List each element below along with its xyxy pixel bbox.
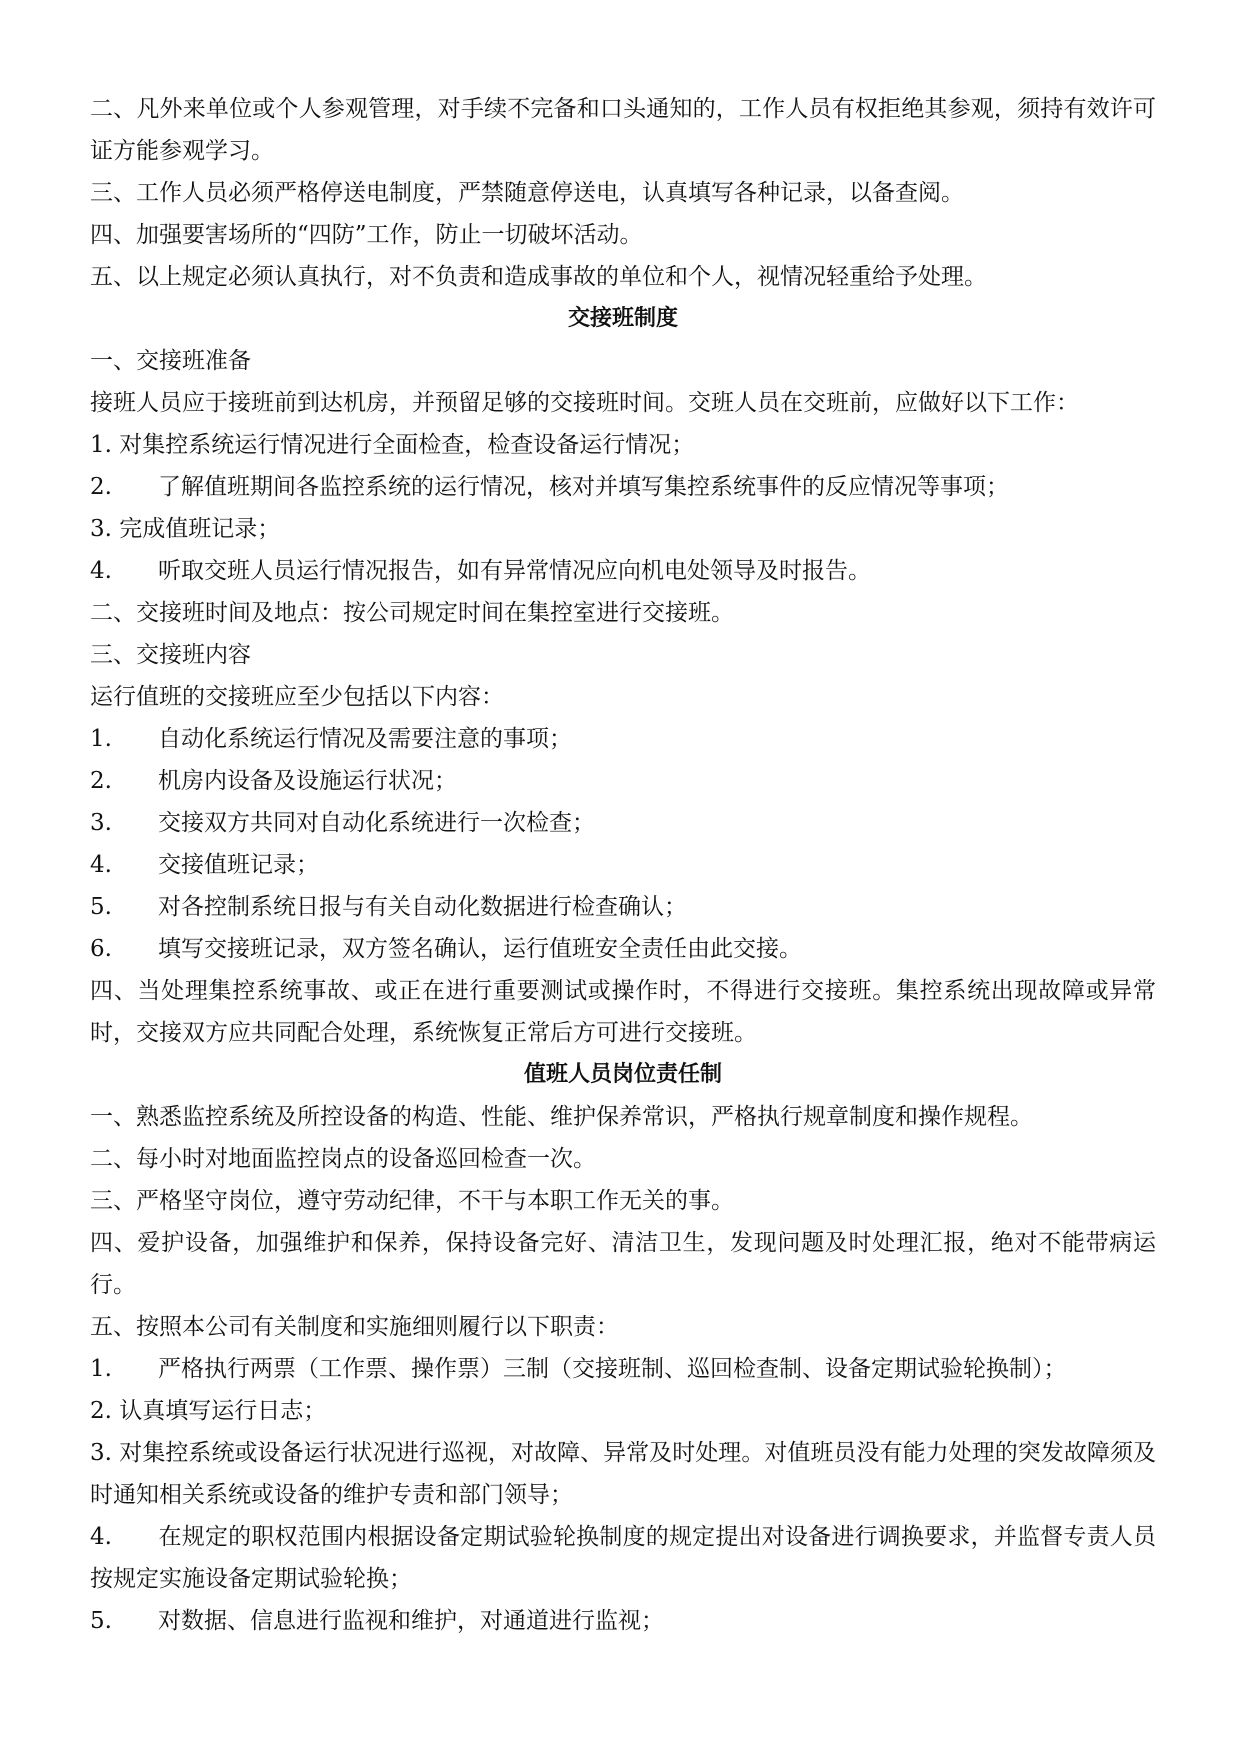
paragraph-handover-prep: 一、交接班准备 xyxy=(90,348,251,374)
list-item: 6. 填写交接班记录，双方签名确认，运行值班安全责任由此交接。 xyxy=(90,936,802,962)
paragraph-duty-2: 二、每小时对地面监控岗点的设备巡回检查一次。 xyxy=(90,1146,596,1172)
paragraph-duty-3: 三、严格坚守岗位，遵守劳动纪律，不干与本职工作无关的事。 xyxy=(90,1188,734,1214)
paragraph-four-prevention: 四、加强要害场所的“四防”工作，防止一切破坏活动。 xyxy=(90,222,643,248)
list-item: 2. 了解值班期间各监控系统的运行情况，核对并填写集控系统事件的反应情况等事项； xyxy=(90,474,1009,500)
list-item: 2. 机房内设备及设施运行状况； xyxy=(90,768,457,794)
list-item: 4. 在规定的职权范围内根据设备定期试验轮换制度的规定提出对设备进行调换要求，并监督专责人员按规定实施设备定期试验轮换； xyxy=(90,1524,1156,1592)
list-item: 1. 对集控系统运行情况进行全面检查，检查设备运行情况； xyxy=(90,432,695,458)
list-item: 5. 对各控制系统日报与有关自动化数据进行检查确认； xyxy=(90,894,687,920)
heading-duty-responsibility: 值班人员岗位责任制 xyxy=(523,1062,722,1087)
paragraph-handover-exception: 四、当处理集控系统事故、或正在进行重要测试或操作时，不得进行交接班。集控系统出现故障或异常时，交接双方应共同配合处理，系统恢复正常后方可进行交接班。 xyxy=(90,978,1156,1046)
paragraph-handover-content-intro: 运行值班的交接班应至少包括以下内容： xyxy=(90,684,504,710)
list-item: 3. 交接双方共同对自动化系统进行一次检查； xyxy=(90,810,595,836)
document-page xyxy=(90,88,1156,1642)
list-item: 2. 认真填写运行日志； xyxy=(90,1398,327,1424)
list-item: 4. 交接值班记录； xyxy=(90,852,319,878)
list-item: 5. 对数据、信息进行监视和维护，对通道进行监视； xyxy=(90,1608,664,1634)
paragraph-visitor-permit: 二、凡外来单位或个人参观管理，对手续不完备和口头通知的，工作人员有权拒绝其参观，须持有效许可证方能参观学习。 xyxy=(90,96,1156,164)
paragraph-handover-prep-intro: 接班人员应于接班前到达机房，并预留足够的交接班时间。交班人员在交班前，应做好以下工作： xyxy=(90,390,1079,416)
paragraph-duty-4: 四、爱护设备，加强维护和保养，保持设备完好、清洁卫生，发现问题及时处理汇报，绝对不能带病运行。 xyxy=(90,1230,1156,1298)
list-item: 1. 自动化系统运行情况及需要注意的事项； xyxy=(90,726,572,752)
list-item: 4. 听取交班人员运行情况报告，如有异常情况应向机电处领导及时报告。 xyxy=(90,558,871,584)
paragraph-duty-1: 一、熟悉监控系统及所控设备的构造、性能、维护保养常识，严格执行规章制度和操作规程。 xyxy=(90,1104,1033,1130)
list-item: 1. 严格执行两票（工作票、操作票）三制（交接班制、巡回检查制、设备定期试验轮换制）； xyxy=(90,1356,1067,1382)
paragraph-handover-content: 三、交接班内容 xyxy=(90,642,251,668)
paragraph-duty-5: 五、按照本公司有关制度和实施细则履行以下职责： xyxy=(90,1314,619,1340)
paragraph-enforcement: 五、以上规定必须认真执行，对不负责和造成事故的单位和个人，视情况轻重给予处理。 xyxy=(90,264,987,290)
paragraph-power-rules: 三、工作人员必须严格停送电制度，严禁随意停送电，认真填写各种记录，以备查阅。 xyxy=(90,180,964,206)
list-item: 3. 对集控系统或设备运行状况进行巡视，对故障、异常及时处理。对值班员没有能力处理的突发故障须及时通知相关系统或设备的维护专责和部门领导； xyxy=(90,1440,1156,1508)
list-item: 3. 完成值班记录； xyxy=(90,516,281,542)
paragraph-handover-time: 二、交接班时间及地点：按公司规定时间在集控室进行交接班。 xyxy=(90,600,734,626)
heading-shift-handover: 交接班制度 xyxy=(567,306,678,331)
